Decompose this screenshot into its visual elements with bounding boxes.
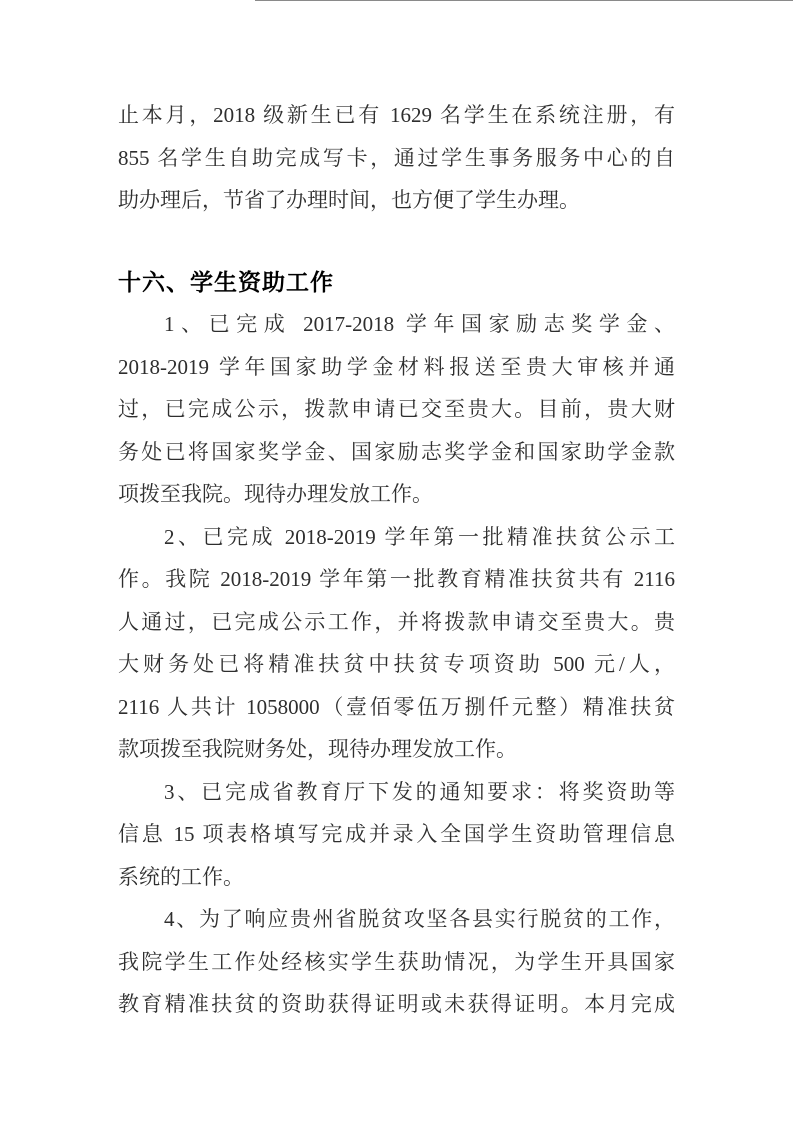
para1-line-4: 务处已将国家奖学金、国家励志奖学金和国家助学金款 [118, 439, 675, 464]
para2-line-2: 作。我院 2018-2019 学年第一批教育精准扶贫共有 2116 [118, 567, 675, 591]
para3-line-1: 3、已完成省教育厅下发的通知要求：将奖资助等 [164, 779, 675, 804]
para1-line-1: 1、已完成 2017-2018 学年国家励志奖学金、 [164, 312, 675, 336]
para3-line-3: 系统的工作。 [118, 864, 244, 889]
intro-line-2: 855 名学生自助完成写卡，通过学生事务服务中心的自 [118, 145, 675, 170]
section-heading: 十六、学生资助工作 [118, 268, 334, 295]
para2-line-5: 2116 人共计 1058000（壹佰零伍万捌仟元整）精准扶贫 [118, 694, 675, 719]
para3-line-2: 信息 15 项表格填写完成并录入全国学生资助管理信息 [118, 822, 675, 846]
para2-line-4: 大财务处已将精准扶贫中扶贫专项资助 500 元/人， [118, 652, 675, 676]
para4-line-1: 4、为了响应贵州省脱贫攻坚各县实行脱贫的工作， [164, 907, 675, 931]
para1-line-3: 过，已完成公示，拨款申请已交至贵大。目前，贵大财 [118, 397, 675, 421]
scan-artifact-line [255, 0, 793, 1]
para4-line-2: 我院学生工作处经核实学生获助情况，为学生开具国家 [118, 949, 675, 974]
para2-line-6: 款项拨至我院财务处，现待办理发放工作。 [118, 737, 517, 761]
intro-line-1: 止本月，2018 级新生已有 1629 名学生在系统注册，有 [118, 103, 675, 127]
para2-line-1: 2、已完成 2018-2019 学年第一批精准扶贫公示工 [164, 524, 675, 549]
para1-line-2: 2018-2019 学年国家助学金材料报送至贵大审核并通 [118, 354, 675, 379]
para4-line-3: 教育精准扶贫的资助获得证明或未获得证明。本月完成 [118, 992, 675, 1016]
intro-line-3: 助办理后，节省了办理时间，也方便了学生办理。 [118, 188, 580, 212]
para2-line-3: 人通过，已完成公示工作，并将拨款申请交至贵大。贵 [118, 609, 675, 634]
para1-line-5: 项拨至我院。现待办理发放工作。 [118, 482, 433, 506]
